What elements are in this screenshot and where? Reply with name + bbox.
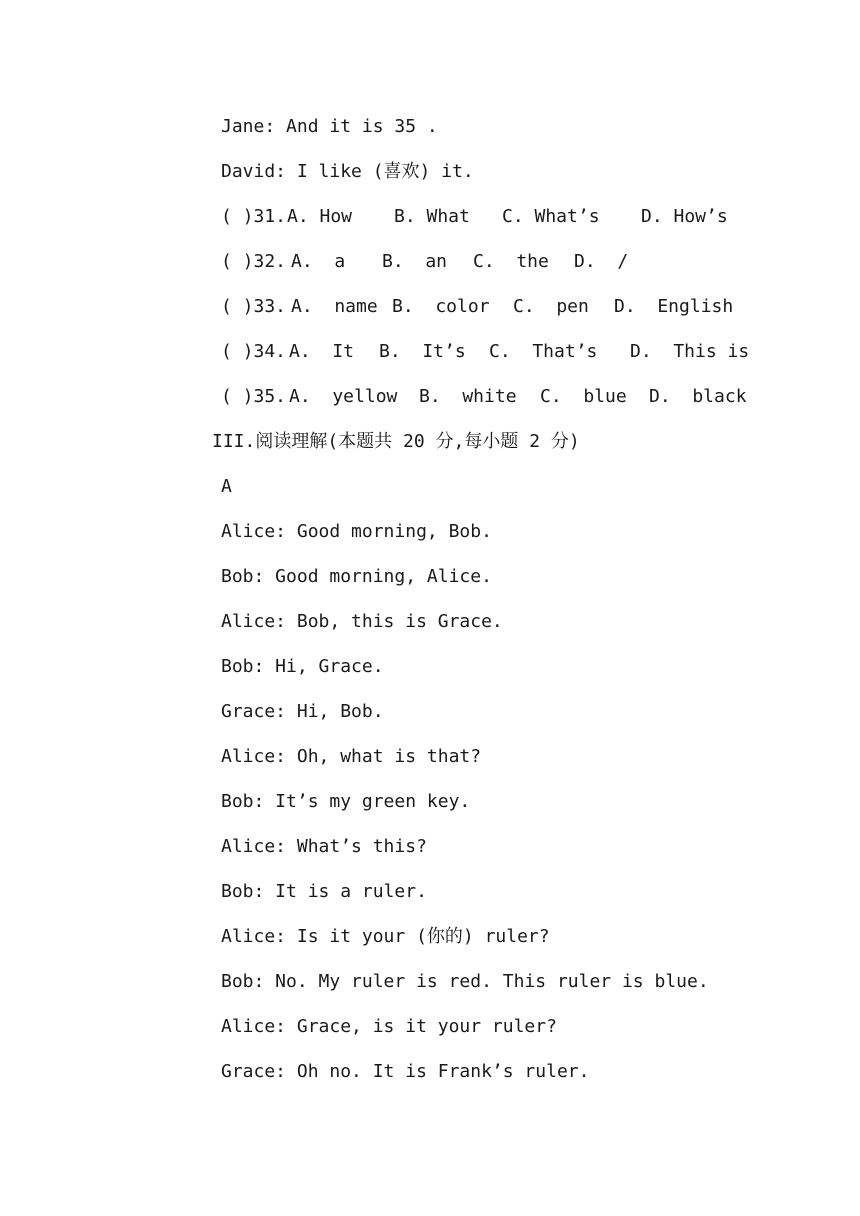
option-b: B. an <box>382 251 448 272</box>
option-a: A. It <box>289 341 355 362</box>
question-number: ( )32. <box>221 251 287 272</box>
dialogue-line: Alice: What’s this? <box>221 836 427 857</box>
option-a: A. name <box>291 296 378 317</box>
dialogue-line: Grace: Oh no. It is Frank’s ruler. <box>221 1061 590 1082</box>
option-c: C. the <box>473 251 549 272</box>
question-number: ( )31. <box>221 206 287 227</box>
dialogue-line: Bob: No. My ruler is red. This ruler is blue. <box>221 971 709 992</box>
option-a: A. yellow <box>289 386 398 407</box>
dialogue-line: Alice: Good morning, Bob. <box>221 521 492 542</box>
dialogue-line: Jane: And it is 35 . <box>221 116 438 137</box>
question-number: ( )35. <box>221 386 287 407</box>
passage-label: A <box>221 476 232 497</box>
question-number: ( )33. <box>221 296 287 317</box>
dialogue-line: Alice: Oh, what is that? <box>221 746 482 767</box>
option-c: C. pen <box>513 296 589 317</box>
question-row <box>221 341 750 363</box>
dialogue-line: David: I like (喜欢) it. <box>221 161 474 182</box>
option-c: C. blue <box>540 386 627 407</box>
option-a: A. How <box>287 206 353 227</box>
dialogue-line: Bob: It is a ruler. <box>221 881 427 902</box>
question-row <box>221 251 741 273</box>
option-b: B. It’s <box>379 341 466 362</box>
option-a: A. a <box>291 251 346 272</box>
dialogue-line: Alice: Bob, this is Grace. <box>221 611 503 632</box>
dialogue-line: Bob: Good morning, Alice. <box>221 566 492 587</box>
question-row <box>221 296 741 318</box>
option-d: D. How’s <box>641 206 728 227</box>
dialogue-line: Alice: Is it your (你的) ruler? <box>221 926 550 947</box>
question-row <box>221 206 741 228</box>
option-d: D. This is <box>630 341 750 362</box>
option-d: D. English <box>614 296 734 317</box>
option-c: C. What’s <box>502 206 600 227</box>
question-number: ( )34. <box>221 341 287 362</box>
dialogue-line: Bob: Hi, Grace. <box>221 656 384 677</box>
section-heading: III.阅读理解(本题共 20 分,每小题 2 分) <box>212 431 580 452</box>
dialogue-line: Bob: It’s my green key. <box>221 791 471 812</box>
option-b: B. white <box>419 386 517 407</box>
dialogue-line: Alice: Grace, is it your ruler? <box>221 1016 557 1037</box>
option-b: B. color <box>392 296 490 317</box>
question-row <box>221 386 747 408</box>
option-b: B. What <box>394 206 470 227</box>
option-d: D. / <box>574 251 629 272</box>
dialogue-line: Grace: Hi, Bob. <box>221 701 384 722</box>
option-c: C. That’s <box>489 341 598 362</box>
option-d: D. black <box>649 386 747 407</box>
